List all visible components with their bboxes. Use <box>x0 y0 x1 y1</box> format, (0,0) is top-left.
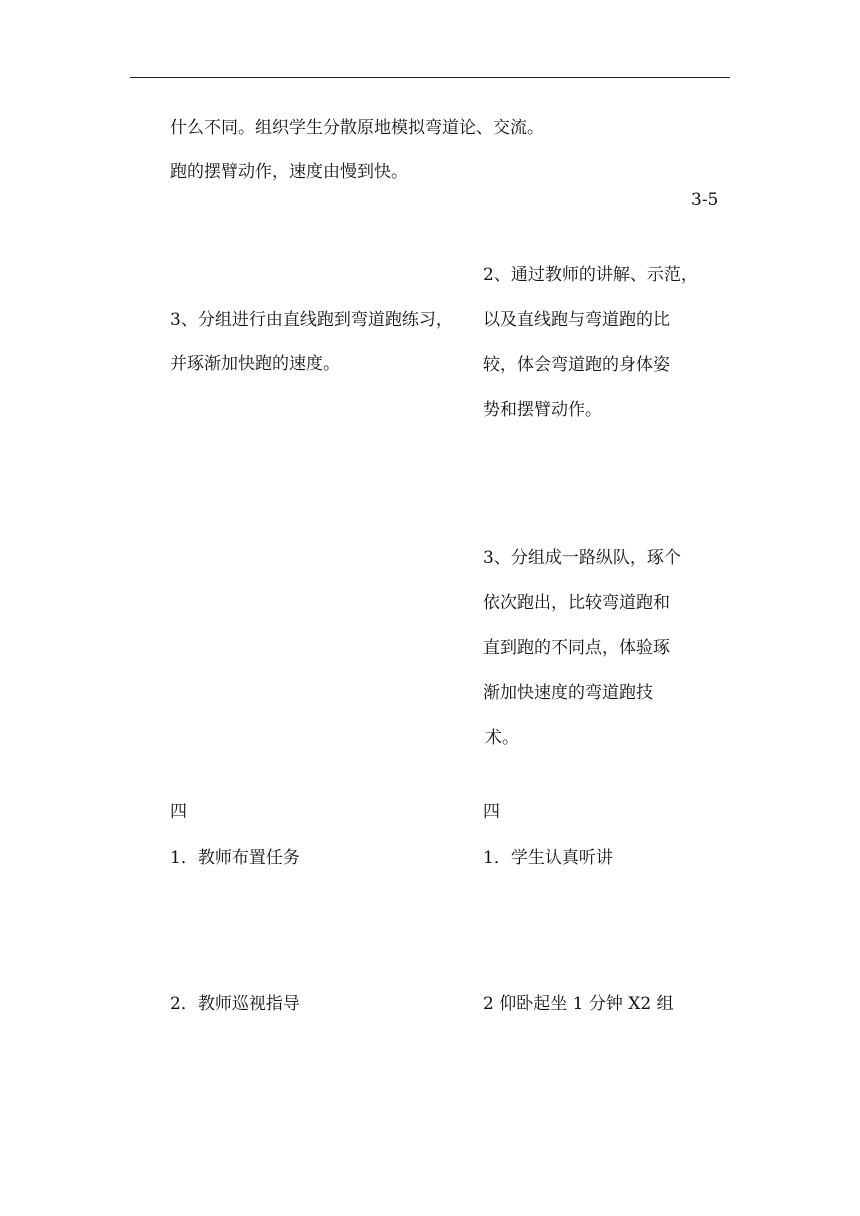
right-item-4-1: 1．学生认真听讲 <box>483 848 613 868</box>
time-label: 3-5 <box>691 190 719 210</box>
left-section-4-heading: 四 <box>170 802 187 822</box>
right-item-3-line: 直到跑的不同点，体验琢 <box>483 638 670 658</box>
text-line: 跑的摆臂动作，速度由慢到快。 <box>170 162 408 182</box>
right-item-4-2: 2 仰卧起坐 1 分钟 X2 组 <box>483 994 674 1014</box>
right-item-3-line: 渐加快速度的弯道跑技 <box>483 683 653 703</box>
right-item-2-line: 以及直线跑与弯道跑的比 <box>483 310 670 330</box>
right-item-2-line: 2、通过教师的讲解、示范， <box>483 265 698 285</box>
text-line: 什么不同。组织学生分散原地模拟弯道论、交流。 <box>170 118 544 138</box>
header-rule <box>130 77 730 78</box>
right-item-3-line: 依次跑出，比较弯道跑和 <box>483 593 670 613</box>
right-item-2-line: 势和摆臂动作。 <box>483 400 602 420</box>
right-item-3-line: 3、分组成一路纵队，琢个 <box>483 548 681 568</box>
left-item-4-2: 2．教师巡视指导 <box>170 994 300 1014</box>
left-item-4-1: 1．教师布置任务 <box>170 848 300 868</box>
left-item-3-line: 3、分组进行由直线跑到弯道跑练习， <box>170 310 453 330</box>
right-item-3 <box>483 536 698 761</box>
left-item-3-line: 并琢渐加快跑的速度。 <box>170 354 340 374</box>
right-item-3-line: 术。 <box>485 728 519 748</box>
right-item-2 <box>483 253 698 433</box>
right-section-4-heading: 四 <box>483 802 500 822</box>
right-item-2-line: 较，体会弯道跑的身体姿 <box>483 355 670 375</box>
